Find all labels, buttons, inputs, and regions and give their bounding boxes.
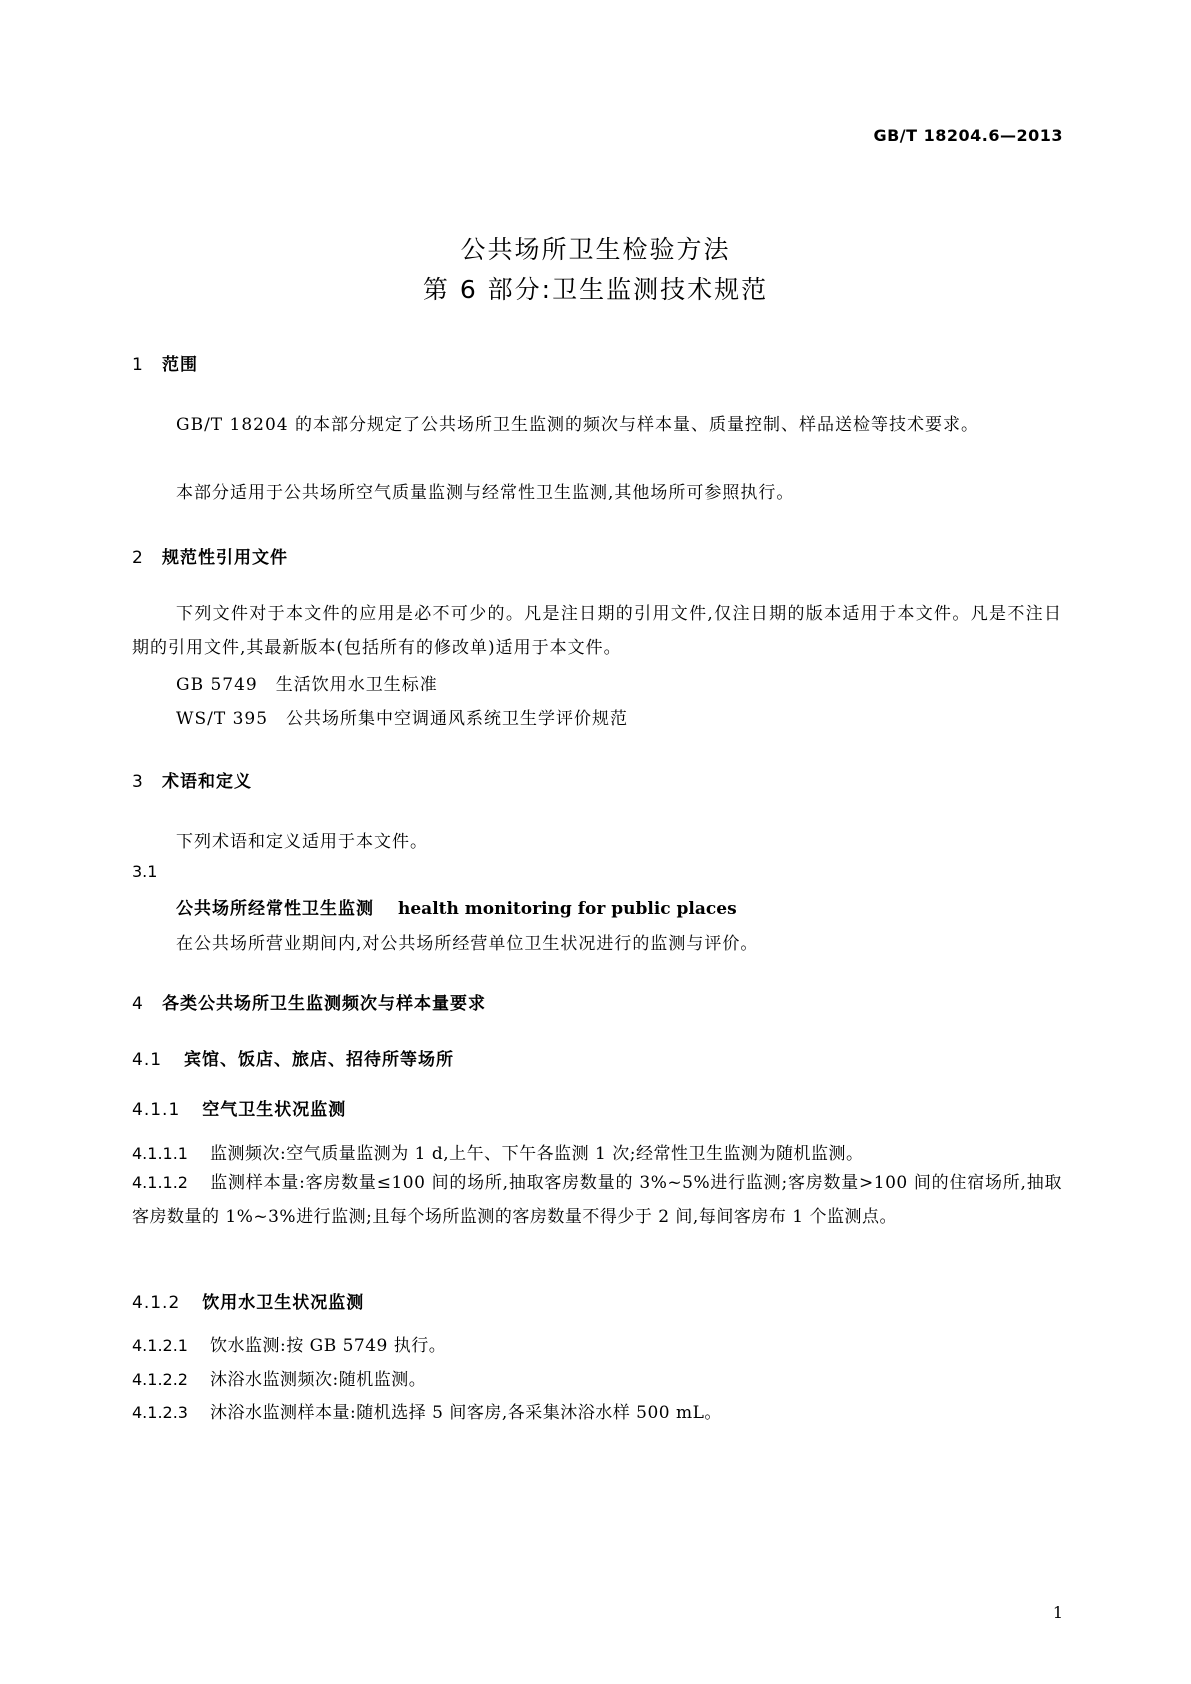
section-title: 术语和定义 bbox=[162, 772, 252, 792]
section-title: 规范性引用文件 bbox=[162, 548, 288, 568]
section-2-heading bbox=[132, 543, 288, 568]
standard-code: GB/T 18204.6—2013 bbox=[873, 126, 1063, 145]
reference-code: GB 5749 bbox=[176, 675, 258, 695]
normative-reference-1 bbox=[176, 670, 438, 695]
section-4-heading bbox=[132, 989, 486, 1014]
clause-text: 监测频次:空气质量监测为 1 d,上午、下午各监测 1 次;经常性卫生监测为随机监测。 bbox=[209, 1144, 864, 1164]
clause-number: 4.1.1.1 bbox=[132, 1144, 188, 1163]
clause-number: 4.1.2.2 bbox=[132, 1370, 188, 1389]
subsection-4-1-1-heading bbox=[132, 1095, 346, 1120]
subsection-title: 空气卫生状况监测 bbox=[202, 1100, 347, 1120]
section-3-heading bbox=[132, 767, 252, 792]
term-chinese: 公共场所经常性卫生监测 bbox=[176, 899, 374, 919]
term-entry bbox=[176, 894, 737, 919]
reference-title: 生活饮用水卫生标准 bbox=[275, 675, 438, 695]
clause-4-1-2-1 bbox=[132, 1329, 1062, 1363]
clause-text: 监测样本量:客房数量≤100 间的场所,抽取客房数量的 3%~5%进行监测;客房数量>100 间的住宿场所,抽取客房数量的 1%~3%进行监测;且每个场所监测的客房数量不得少于 2 间,每间客房布 1 个监测点。 bbox=[132, 1173, 1062, 1227]
subsection-number: 4.1 bbox=[132, 1050, 163, 1070]
section-number: 4 bbox=[132, 994, 144, 1014]
clause-number: 4.1.2.1 bbox=[132, 1336, 188, 1355]
section-1-heading bbox=[132, 350, 198, 375]
reference-code: WS/T 395 bbox=[176, 709, 269, 729]
title-line-1: 公共场所卫生检验方法 bbox=[460, 235, 731, 264]
section-1-para-1: GB/T 18204 的本部分规定了公共场所卫生监测的频次与样本量、质量控制、样品送检等技术要求。 bbox=[176, 415, 980, 435]
title-line-2: 第 6 部分:卫生监测技术规范 bbox=[422, 275, 769, 304]
subsection-title: 宾馆、饭店、旅店、招待所等场所 bbox=[184, 1050, 455, 1070]
term-english: health monitoring for public places bbox=[398, 899, 737, 919]
section-title: 各类公共场所卫生监测频次与样本量要求 bbox=[162, 994, 486, 1014]
term-definition: 在公共场所营业期间内,对公共场所经营单位卫生状况进行的监测与评价。 bbox=[176, 934, 759, 954]
clause-number: 4.1.1.2 bbox=[132, 1173, 188, 1192]
subsection-number: 4.1.2 bbox=[132, 1293, 181, 1313]
page-number: 1 bbox=[1052, 1603, 1063, 1622]
clause-number: 4.1.2.3 bbox=[132, 1403, 188, 1422]
clause-text: 沐浴水监测频次:随机监测。 bbox=[209, 1370, 427, 1390]
clause-text: 沐浴水监测样本量:随机选择 5 间客房,各采集沐浴水样 500 mL。 bbox=[209, 1403, 722, 1423]
subsection-title: 饮用水卫生状况监测 bbox=[202, 1293, 365, 1313]
clause-4-1-2-3 bbox=[132, 1396, 1062, 1430]
section-2-para-1: 下列文件对于本文件的应用是必不可少的。凡是注日期的引用文件,仅注日期的版本适用于本文件。凡是不注日期的引用文件,其最新版本(包括所有的修改单)适用于本文件。 bbox=[132, 604, 1062, 658]
clause-4-1-2-2 bbox=[132, 1363, 1062, 1397]
section-number: 3 bbox=[132, 772, 144, 792]
reference-title: 公共场所集中空调通风系统卫生学评价规范 bbox=[286, 709, 629, 729]
section-title: 范围 bbox=[162, 355, 198, 375]
normative-reference-2 bbox=[176, 704, 628, 729]
subsection-number: 4.1.1 bbox=[132, 1100, 181, 1120]
section-number: 2 bbox=[132, 548, 144, 568]
document-title bbox=[0, 230, 1191, 310]
term-number: 3.1 bbox=[132, 862, 158, 881]
subsection-4-1-2-heading bbox=[132, 1288, 364, 1313]
section-number: 1 bbox=[132, 355, 144, 375]
section-1-para-2: 本部分适用于公共场所空气质量监测与经常性卫生监测,其他场所可参照执行。 bbox=[176, 483, 795, 503]
clause-text: 饮水监测:按 GB 5749 执行。 bbox=[209, 1336, 447, 1356]
subsection-4-1-heading bbox=[132, 1045, 454, 1070]
clause-4-1-1-2 bbox=[132, 1166, 1062, 1234]
section-3-intro: 下列术语和定义适用于本文件。 bbox=[176, 832, 428, 852]
